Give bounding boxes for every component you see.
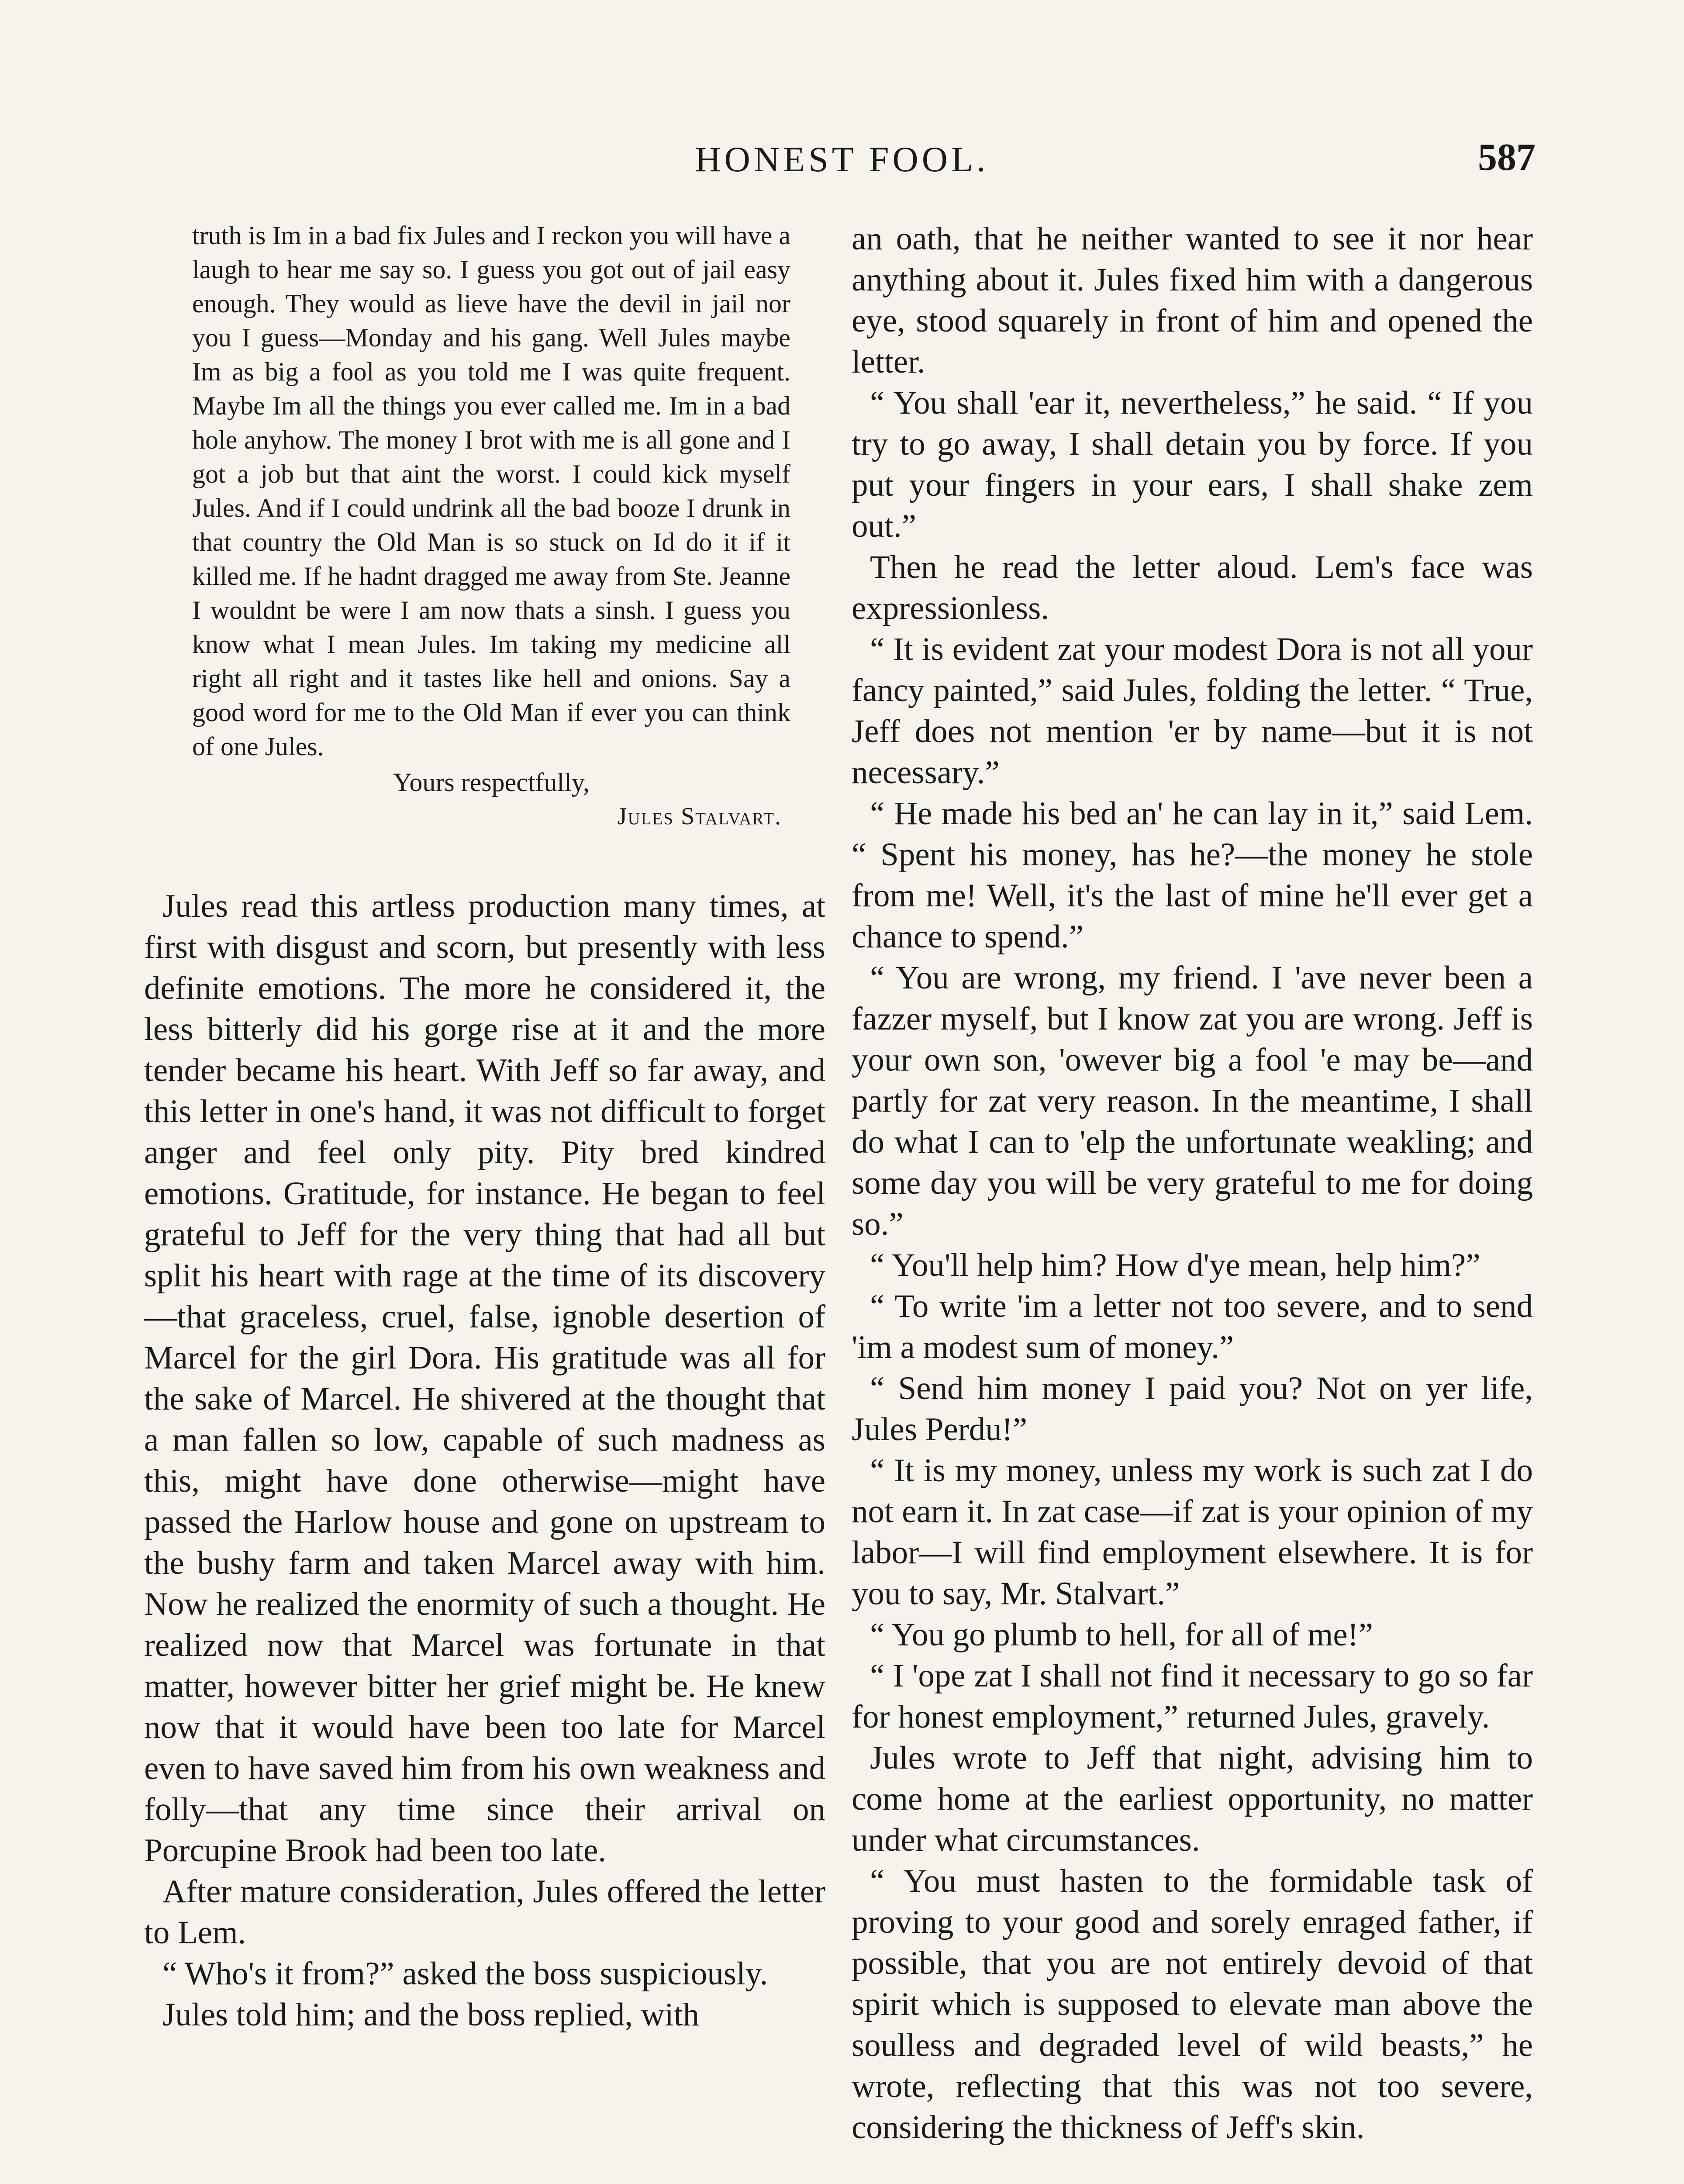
letter-signature: Jules Stalvart. xyxy=(617,803,782,830)
paragraph: “ It is evident zat your modest Dora is not all your fancy painted,” said Jules, folding the letter. “ True, Jeff does not mention 'er by name—but it is not necessary.” xyxy=(852,631,1533,791)
paragraph: “ You shall 'ear it, nevertheless,” he said. “ If you try to go away, I shall detain you by force. If you put your fingers in your ears, I shall shake zem out.” xyxy=(852,385,1533,544)
right-body-text xyxy=(852,218,1533,2148)
paragraph: “ He made his bed an' he can lay in it,” said Lem. “ Spent his money, has he?—the money he stole from me! Well, it's the last of mine he'll ever get a chance to spend.” xyxy=(852,795,1533,955)
right-column xyxy=(852,218,1533,2148)
paragraph: After mature consideration, Jules offered the letter to Lem. xyxy=(144,1873,825,1951)
paragraph: “ You go plumb to hell, for all of me!” xyxy=(870,1617,1373,1653)
running-title: HONEST FOOL. xyxy=(695,139,989,179)
paragraph: Jules wrote to Jeff that night, advising him to come home at the earliest opportunity, no matter under what circumstances. xyxy=(852,1740,1533,1858)
paragraph: “ It is my money, unless my work is such zat I do not earn it. In zat case—if zat is your opinion of my labor—I will find employment elsewhere. It is for you to say, Mr. Stalvart.” xyxy=(852,1452,1533,1612)
left-body-text xyxy=(144,886,825,2035)
letter-closing: Yours respectfully, xyxy=(393,768,590,797)
paragraph: an oath, that he neither wanted to see it nor hear anything about it. Jules fixed him with a dangerous eye, stood squarely in front of him and opened the letter. xyxy=(852,221,1533,380)
paragraph: Jules told him; and the boss replied, with xyxy=(162,1997,700,2033)
paragraph: “ I 'ope zat I shall not find it necessary to go so far for honest employment,” returned Jules, gravely. xyxy=(852,1658,1533,1735)
left-column xyxy=(144,218,825,2035)
letter-body: truth is Im in a bad fix Jules and I reckon you will have a laugh to hear me say so. I guess you got out of jail easy enough. They would as lieve have the devil in jail nor you I guess—Monday and his gang. Well Jules maybe Im as big a fool as you told me I was quite frequent. Maybe Im all the things you ever called me. Im in a bad hole anyhow. The money I brot with me is all gone and I got a job but that aint the worst. I could kick myself Jules. And if I could undrink all the bad booze I drunk in that country the Old Man is so stuck on Id do it if it killed me. If he hadnt dragged me away from Ste. Jeanne I wouldnt be were I am now thats a sinsh. I guess you know what I mean Jules. Im taking my medicine all right all right and it tastes like hell and onions. Say a good word for me to the Old Man if ever you can think of one Jules. xyxy=(192,221,790,761)
paragraph: “ You'll help him? How d'ye mean, help him?” xyxy=(870,1247,1480,1283)
paragraph: “ You must hasten to the formidable task of proving to your good and sorely enraged father, if possible, that you are not entirely devoid of that spirit which is supposed to elevate man above the soulless and degraded level of wild beasts,” he wrote, reflecting that this was not too severe, considering the thickness of Jeff's skin. xyxy=(852,1863,1533,2146)
page-number: 587 xyxy=(1478,136,1536,179)
paragraph: Jules read this artless production many times, at first with disgust and scorn, but presently with less definite emotions. The more he considered it, the less bitterly did his gorge rise at it and the more tender became his heart. With Jeff so far away, and this letter in one's hand, it was not difficult to forget anger and feel only pity. Pity bred kindred emotions. Gratitude, for instance. He began to feel grateful to Jeff for the very thing that had all but split his heart with rage at the time of its discovery—that graceless, cruel, false, ignoble desertion of Marcel for the girl Dora. His gratitude was all for the sake of Marcel. He shivered at the thought that a man fallen so low, capable of such madness as this, might have done otherwise—might have passed the Harlow house and gone on upstream to the bushy farm and taken Marcel away with him. Now he realized the enormity of such a thought. He realized now that Marcel was fortunate in that matter, however bitter her grief might be. He knew now that it would have been too late for Marcel even to have saved him from his own weakness and folly—that any time since their arrival on Porcupine Brook had been too late. xyxy=(144,888,825,1869)
paragraph: “ You are wrong, my friend. I 'ave never been a fazzer myself, but I know zat you are wrong. Jeff is your own son, 'owever big a fool 'e may be—and partly for zat very reason. In the meantime, I shall do what I can to 'elp the unfortunate weakling; and some day you will be very grateful to me for doing so.” xyxy=(852,960,1533,1242)
paragraph: “ To write 'im a letter not too severe, and to send 'im a modest sum of money.” xyxy=(852,1288,1533,1365)
paragraph: “ Who's it from?” asked the boss suspiciously. xyxy=(162,1956,768,1992)
paragraph: Then he read the letter aloud. Lem's face was expressionless. xyxy=(852,549,1533,626)
quoted-letter xyxy=(192,218,790,833)
paragraph: “ Send him money I paid you? Not on yer life, Jules Perdu!” xyxy=(852,1370,1533,1448)
